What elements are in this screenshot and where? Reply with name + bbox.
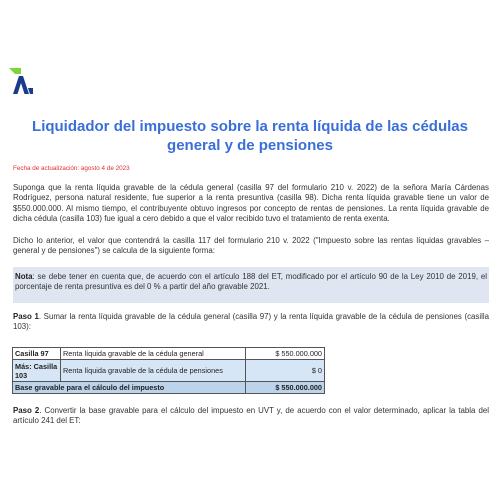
step-2-label: Paso 2	[13, 406, 40, 415]
step-1-label: Paso 1	[13, 312, 39, 321]
step-2	[13, 406, 489, 427]
intro-paragraph: Suponga que la renta líquida gravable de la cédula general (casilla 97 del formulario 210 v. 2022) de la señora María Cárdenas Rodríguez, persona natural residente, fue superior a la renta presuntiva (casilla 98). Dicha renta líquida gravable tiene un valor de $550.000.000. Al mismo tiempo, el contribuyente obtuvo ingresos por concepto de rentas de pensiones. La renta líquida gravable de dicha cédula (casilla 103) fue igual a cero debido a que el valor recibido tuvo el tratamiento de renta exenta.	[13, 183, 489, 224]
table-total-row	[13, 382, 325, 394]
page-title: Liquidador del impuesto sobre la renta líquida de las cédulas general y de pensiones	[32, 118, 468, 154]
step-1-text: . Sumar la renta líquida gravable de la cédula general (casilla 97) y la renta líquida gravable de la cédula de pensiones (casilla 103):	[13, 312, 489, 332]
note-label: Nota	[15, 272, 33, 281]
calculation-paragraph: Dicho lo anterior, el valor que contendrá la casilla 117 del formulario 210 v. 2022 ("Impuesto sobre las rentas líquidas gravables – general y de pensiones") se calcula de la siguiente forma:	[13, 236, 489, 256]
table-row	[13, 360, 325, 382]
table-cell-value: $ 550.000.000	[246, 348, 325, 360]
update-date: Fecha de actualización: agosto 4 de 2023	[13, 165, 130, 172]
note-text: : se debe tener en cuenta que, de acuerdo con el artículo 188 del ET, modificado por el artículo 90 de la Ley 2010 de 2019, el porcentaje de renta presuntiva es del 0 % a partir del año gravable 2021.	[15, 272, 487, 292]
table-total-label: Base gravable para el cálculo del impuesto	[13, 382, 246, 394]
calculation-table	[12, 347, 325, 394]
table-total-value: $ 550.000.000	[246, 382, 325, 394]
table-row	[13, 348, 325, 360]
step-2-text: . Convertir la base gravable para el cálculo del impuesto en UVT y, de acuerdo con el valor determinado, aplicar la tabla del artículo 241 del ET:	[13, 406, 489, 426]
note-box	[13, 267, 489, 303]
table-cell-description: Renta líquida gravable de la cédula general	[61, 348, 246, 360]
step-1	[13, 312, 489, 333]
table-cell-value: $ 0	[246, 360, 325, 382]
table-cell-code: Casilla 97	[13, 348, 61, 360]
table-cell-code: Más: Casilla 103	[13, 360, 61, 382]
table-cell-description: Renta líquida gravable de la cédula de pensiones	[61, 360, 246, 382]
brand-a-logo-icon	[9, 68, 33, 94]
